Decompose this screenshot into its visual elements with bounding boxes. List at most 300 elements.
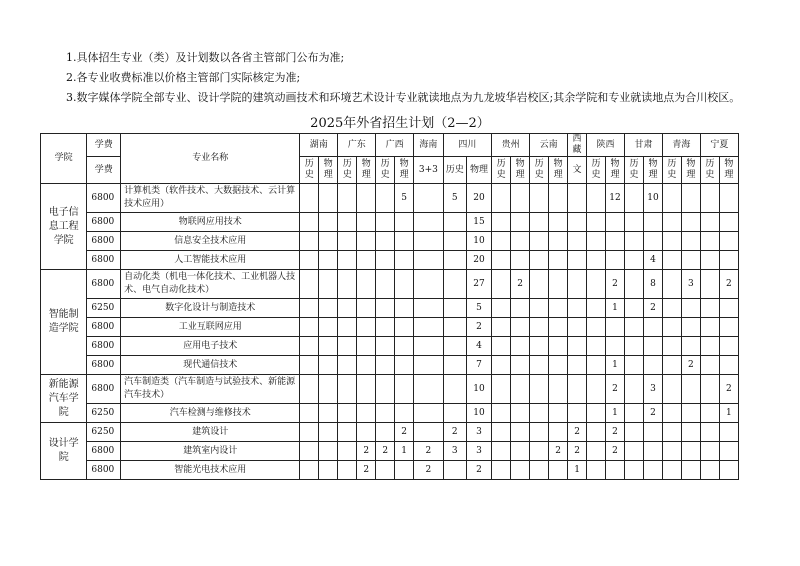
plan-count-cell xyxy=(357,251,376,270)
plan-count-cell xyxy=(719,184,738,213)
plan-count-cell xyxy=(681,318,700,337)
subject-header: 物 理 xyxy=(357,157,376,184)
plan-count-cell xyxy=(719,299,738,318)
plan-count-cell: 15 xyxy=(466,213,491,232)
plan-count-cell: 1 xyxy=(606,404,625,423)
plan-count-cell xyxy=(530,461,549,480)
plan-count-cell xyxy=(511,375,530,404)
province-header: 甘肃 xyxy=(625,134,663,157)
plan-count-cell xyxy=(530,356,549,375)
subject-header: 历史 xyxy=(443,157,466,184)
province-header: 海南 xyxy=(414,134,444,157)
plan-count-cell xyxy=(625,213,644,232)
plan-count-cell xyxy=(700,213,719,232)
plan-count-cell xyxy=(511,442,530,461)
plan-count-cell xyxy=(414,356,444,375)
major-cell: 工业互联网应用 xyxy=(121,318,300,337)
plan-count-cell: 7 xyxy=(466,356,491,375)
plan-count-cell: 2 xyxy=(414,442,444,461)
subject-header: 历 史 xyxy=(492,157,511,184)
plan-count-cell xyxy=(443,318,466,337)
plan-count-cell: 2 xyxy=(568,423,587,442)
plan-count-cell xyxy=(587,232,606,251)
plan-count-cell xyxy=(338,270,357,299)
major-cell: 计算机类（软件技术、大数据技术、云计算技术应用） xyxy=(121,184,300,213)
plan-count-cell xyxy=(662,299,681,318)
plan-count-cell xyxy=(549,251,568,270)
plan-count-cell xyxy=(511,251,530,270)
plan-count-cell xyxy=(300,270,319,299)
plan-count-cell xyxy=(511,318,530,337)
college-cell: 设计学 院 xyxy=(41,423,87,480)
subject-header: 历 史 xyxy=(700,157,719,184)
fee-cell: 6800 xyxy=(87,213,121,232)
table-row xyxy=(41,442,758,461)
major-cell: 汽车检测与维修技术 xyxy=(121,404,300,423)
plan-count-cell xyxy=(625,442,644,461)
province-header: 广东 xyxy=(338,134,376,157)
plan-count-cell xyxy=(492,232,511,251)
plan-count-cell xyxy=(643,442,662,461)
plan-count-cell xyxy=(395,337,414,356)
plan-count-cell xyxy=(300,232,319,251)
plan-count-cell xyxy=(319,404,338,423)
plan-count-cell: 2 xyxy=(606,423,625,442)
enrollment-plan-table xyxy=(40,133,758,480)
plan-count-cell xyxy=(492,356,511,375)
plan-count-cell xyxy=(719,423,738,442)
plan-count-cell: 3 xyxy=(643,375,662,404)
college-cell: 智能制 造学院 xyxy=(41,270,87,375)
table-row xyxy=(41,270,758,299)
table-row xyxy=(41,213,758,232)
plan-count-cell xyxy=(319,461,338,480)
plan-count-cell xyxy=(376,251,395,270)
plan-count-cell xyxy=(511,404,530,423)
plan-count-cell xyxy=(700,232,719,251)
subject-header: 物 理 xyxy=(511,157,530,184)
plan-count-cell xyxy=(443,337,466,356)
plan-count-cell xyxy=(338,251,357,270)
plan-count-cell xyxy=(625,251,644,270)
plan-count-cell xyxy=(319,251,338,270)
plan-count-cell xyxy=(414,270,444,299)
plan-count-cell xyxy=(625,337,644,356)
plan-count-cell xyxy=(530,251,549,270)
plan-count-cell xyxy=(319,318,338,337)
major-cell: 建筑室内设计 xyxy=(121,442,300,461)
plan-count-cell xyxy=(681,404,700,423)
plan-count-cell xyxy=(492,375,511,404)
plan-count-cell xyxy=(549,404,568,423)
fee-cell: 6800 xyxy=(87,318,121,337)
plan-count-cell xyxy=(643,213,662,232)
plan-count-cell xyxy=(338,232,357,251)
plan-count-cell xyxy=(643,356,662,375)
plan-count-cell xyxy=(549,299,568,318)
plan-count-cell xyxy=(681,442,700,461)
plan-count-cell: 4 xyxy=(466,337,491,356)
major-header: 专业名称 xyxy=(121,134,300,184)
plan-count-cell xyxy=(443,270,466,299)
plan-count-cell: 1 xyxy=(568,461,587,480)
plan-count-cell xyxy=(300,213,319,232)
plan-count-cell xyxy=(492,461,511,480)
plan-count-cell xyxy=(376,213,395,232)
plan-count-cell xyxy=(511,423,530,442)
table-row xyxy=(41,251,758,270)
plan-count-cell xyxy=(300,251,319,270)
plan-count-cell xyxy=(492,442,511,461)
plan-count-cell xyxy=(443,356,466,375)
plan-count-cell xyxy=(587,318,606,337)
table-row xyxy=(41,404,758,423)
plan-count-cell xyxy=(643,337,662,356)
plan-count-cell xyxy=(549,184,568,213)
fee-cell: 6800 xyxy=(87,184,121,213)
plan-count-cell xyxy=(625,270,644,299)
subject-header: 物 理 xyxy=(549,157,568,184)
plan-count-cell: 2 xyxy=(719,375,738,404)
subject-header: 历 史 xyxy=(530,157,549,184)
plan-count-cell xyxy=(395,270,414,299)
plan-count-cell xyxy=(530,213,549,232)
plan-count-cell xyxy=(719,251,738,270)
plan-count-cell: 2 xyxy=(395,423,414,442)
plan-count-cell xyxy=(414,213,444,232)
plan-count-cell xyxy=(414,337,444,356)
plan-count-cell xyxy=(530,318,549,337)
plan-count-cell xyxy=(492,337,511,356)
plan-count-cell xyxy=(643,461,662,480)
plan-count-cell: 2 xyxy=(643,404,662,423)
fee-cell: 6800 xyxy=(87,270,121,299)
plan-count-cell xyxy=(511,299,530,318)
subject-header: 物 理 xyxy=(395,157,414,184)
plan-count-cell: 5 xyxy=(466,299,491,318)
plan-count-cell xyxy=(338,356,357,375)
subject-header: 物理 xyxy=(466,157,491,184)
plan-count-cell xyxy=(568,184,587,213)
plan-count-cell: 2 xyxy=(376,442,395,461)
plan-count-cell xyxy=(338,461,357,480)
plan-count-cell xyxy=(376,423,395,442)
plan-count-cell xyxy=(414,232,444,251)
table-header xyxy=(41,134,758,184)
plan-count-cell xyxy=(662,213,681,232)
fee-cell: 6800 xyxy=(87,356,121,375)
plan-count-cell xyxy=(587,404,606,423)
plan-count-cell xyxy=(606,318,625,337)
plan-count-cell xyxy=(338,375,357,404)
plan-count-cell xyxy=(662,232,681,251)
plan-count-cell xyxy=(719,356,738,375)
plan-count-cell xyxy=(414,184,444,213)
major-cell: 现代通信技术 xyxy=(121,356,300,375)
plan-count-cell xyxy=(530,442,549,461)
plan-count-cell xyxy=(319,442,338,461)
plan-count-cell xyxy=(492,213,511,232)
plan-count-cell xyxy=(414,423,444,442)
plan-count-cell xyxy=(357,318,376,337)
plan-count-cell xyxy=(357,213,376,232)
plan-count-cell: 3 xyxy=(466,423,491,442)
plan-count-cell xyxy=(700,442,719,461)
plan-count-cell: 1 xyxy=(606,356,625,375)
plan-count-cell xyxy=(700,184,719,213)
subject-header: 物 理 xyxy=(319,157,338,184)
plan-count-cell: 4 xyxy=(643,251,662,270)
plan-count-cell xyxy=(719,337,738,356)
plan-count-cell: 20 xyxy=(466,184,491,213)
plan-count-cell xyxy=(625,375,644,404)
plan-count-cell xyxy=(549,375,568,404)
plan-count-cell: 10 xyxy=(466,404,491,423)
fee-cell: 6800 xyxy=(87,251,121,270)
subject-header: 历 史 xyxy=(376,157,395,184)
plan-count-cell: 2 xyxy=(414,461,444,480)
major-cell: 汽车制造类（汽车制造与试验技术、新能源汽车技术） xyxy=(121,375,300,404)
plan-count-cell xyxy=(606,251,625,270)
plan-count-cell xyxy=(319,423,338,442)
plan-count-cell: 5 xyxy=(443,184,466,213)
plan-count-cell xyxy=(530,299,549,318)
province-header: 湖南 xyxy=(300,134,338,157)
plan-count-cell xyxy=(625,356,644,375)
subject-header: 物 理 xyxy=(719,157,738,184)
fee-cell: 6800 xyxy=(87,337,121,356)
subject-header: 历 史 xyxy=(338,157,357,184)
plan-count-cell xyxy=(300,375,319,404)
plan-count-cell xyxy=(443,404,466,423)
plan-count-cell: 20 xyxy=(466,251,491,270)
plan-count-cell xyxy=(376,184,395,213)
plan-count-cell xyxy=(414,375,444,404)
plan-count-cell: 10 xyxy=(643,184,662,213)
fee-cell: 6800 xyxy=(87,461,121,480)
plan-count-cell xyxy=(338,299,357,318)
plan-count-cell xyxy=(625,318,644,337)
plan-count-cell xyxy=(606,461,625,480)
plan-count-cell xyxy=(395,318,414,337)
plan-count-cell xyxy=(357,404,376,423)
table-body xyxy=(41,184,758,480)
plan-count-cell xyxy=(681,251,700,270)
subject-header: 物 理 xyxy=(606,157,625,184)
major-cell: 人工智能技术应用 xyxy=(121,251,300,270)
plan-count-cell xyxy=(662,375,681,404)
plan-count-cell xyxy=(549,356,568,375)
plan-count-cell xyxy=(443,375,466,404)
note-3: 3.数字媒体学院全部专业、设计学院的建筑动画技术和环境艺术设计专业就读地点为九龙坡华岩校区;其余学院和专业就读地点为合川校区。 xyxy=(66,91,741,104)
plan-count-cell xyxy=(568,251,587,270)
plan-count-cell: 2 xyxy=(466,318,491,337)
plan-count-cell: 1 xyxy=(606,299,625,318)
plan-count-cell xyxy=(587,337,606,356)
plan-count-cell xyxy=(662,270,681,299)
plan-count-cell xyxy=(414,299,444,318)
plan-count-cell xyxy=(568,356,587,375)
plan-count-cell xyxy=(492,404,511,423)
subject-header: 历 史 xyxy=(300,157,319,184)
plan-count-cell xyxy=(700,356,719,375)
plan-count-cell xyxy=(587,270,606,299)
plan-count-cell: 2 xyxy=(549,442,568,461)
major-cell: 自动化类（机电一体化技术、工业机器人技术、电气自动化技术） xyxy=(121,270,300,299)
plan-count-cell xyxy=(719,232,738,251)
plan-count-cell: 27 xyxy=(466,270,491,299)
plan-count-cell: 2 xyxy=(511,270,530,299)
plan-count-cell xyxy=(549,461,568,480)
plan-count-cell xyxy=(587,213,606,232)
plan-count-cell xyxy=(492,318,511,337)
major-cell: 信息安全技术应用 xyxy=(121,232,300,251)
plan-count-cell xyxy=(319,232,338,251)
plan-count-cell xyxy=(376,337,395,356)
plan-count-cell xyxy=(300,318,319,337)
plan-count-cell xyxy=(700,251,719,270)
plan-count-cell xyxy=(319,299,338,318)
plan-count-cell xyxy=(338,318,357,337)
plan-count-cell xyxy=(300,442,319,461)
plan-count-cell xyxy=(357,184,376,213)
table-row xyxy=(41,318,758,337)
plan-count-cell xyxy=(395,404,414,423)
plan-count-cell xyxy=(300,423,319,442)
table-row xyxy=(41,375,758,404)
plan-count-cell xyxy=(700,318,719,337)
table-row xyxy=(41,184,758,213)
plan-count-cell: 5 xyxy=(395,184,414,213)
table-title: 2025年外省招生计划（2—2） xyxy=(310,116,490,131)
plan-count-cell xyxy=(700,337,719,356)
plan-count-cell xyxy=(681,299,700,318)
plan-count-cell xyxy=(568,318,587,337)
subject-header: 历 史 xyxy=(587,157,606,184)
subject-header: 历 史 xyxy=(662,157,681,184)
plan-count-cell xyxy=(357,375,376,404)
plan-count-cell xyxy=(530,184,549,213)
plan-count-cell xyxy=(338,337,357,356)
fee-cell: 6800 xyxy=(87,232,121,251)
province-header: 贵州 xyxy=(492,134,530,157)
plan-count-cell xyxy=(530,232,549,251)
plan-count-cell xyxy=(700,270,719,299)
fee-cell: 6800 xyxy=(87,375,121,404)
plan-count-cell xyxy=(414,318,444,337)
plan-count-cell xyxy=(414,251,444,270)
plan-count-cell: 8 xyxy=(643,270,662,299)
plan-count-cell xyxy=(587,184,606,213)
plan-count-cell xyxy=(662,404,681,423)
province-header: 陕西 xyxy=(587,134,625,157)
plan-count-cell: 3 xyxy=(681,270,700,299)
plan-count-cell xyxy=(681,375,700,404)
plan-count-cell xyxy=(587,461,606,480)
plan-count-cell xyxy=(530,423,549,442)
plan-count-cell xyxy=(395,356,414,375)
plan-count-cell xyxy=(568,213,587,232)
plan-count-cell xyxy=(549,232,568,251)
plan-count-cell xyxy=(568,270,587,299)
plan-count-cell xyxy=(625,184,644,213)
plan-count-cell xyxy=(568,232,587,251)
plan-count-cell xyxy=(549,270,568,299)
fee-cell: 6250 xyxy=(87,299,121,318)
plan-count-cell xyxy=(357,337,376,356)
plan-count-cell xyxy=(300,404,319,423)
plan-count-cell xyxy=(530,270,549,299)
fee-header-bottom: 学费 xyxy=(87,157,121,184)
plan-count-cell xyxy=(681,337,700,356)
plan-count-cell xyxy=(395,461,414,480)
plan-count-cell xyxy=(443,232,466,251)
table-row xyxy=(41,461,758,480)
plan-count-cell: 2 xyxy=(357,442,376,461)
subject-header: 文 xyxy=(568,157,587,184)
plan-count-cell xyxy=(643,232,662,251)
plan-count-cell xyxy=(376,232,395,251)
plan-count-cell xyxy=(681,232,700,251)
plan-count-cell xyxy=(414,404,444,423)
plan-count-cell xyxy=(625,423,644,442)
fee-cell: 6800 xyxy=(87,442,121,461)
plan-count-cell: 2 xyxy=(681,356,700,375)
plan-count-cell xyxy=(492,184,511,213)
note-2: 2.各专业收费标准以价格主管部门实际核定为准; xyxy=(66,71,301,84)
plan-count-cell: 1 xyxy=(719,404,738,423)
plan-count-cell xyxy=(511,356,530,375)
province-header: 云南 xyxy=(530,134,568,157)
plan-count-cell: 10 xyxy=(466,232,491,251)
plan-count-cell xyxy=(568,375,587,404)
table-row xyxy=(41,299,758,318)
plan-count-cell xyxy=(587,423,606,442)
plan-count-cell xyxy=(300,184,319,213)
plan-count-cell xyxy=(357,356,376,375)
college-header: 学院 xyxy=(41,134,87,184)
plan-count-cell xyxy=(530,375,549,404)
plan-count-cell: 1 xyxy=(395,442,414,461)
plan-count-cell: 3 xyxy=(443,442,466,461)
plan-count-cell xyxy=(357,270,376,299)
plan-count-cell xyxy=(492,270,511,299)
plan-count-cell xyxy=(395,213,414,232)
plan-count-cell xyxy=(681,423,700,442)
plan-count-cell xyxy=(376,461,395,480)
fee-cell: 6250 xyxy=(87,404,121,423)
plan-count-cell: 2 xyxy=(466,461,491,480)
table-row xyxy=(41,232,758,251)
plan-count-cell xyxy=(587,299,606,318)
plan-count-cell xyxy=(719,213,738,232)
plan-count-cell xyxy=(662,318,681,337)
major-cell: 应用电子技术 xyxy=(121,337,300,356)
plan-count-cell xyxy=(643,318,662,337)
plan-count-cell xyxy=(492,251,511,270)
plan-count-cell xyxy=(662,337,681,356)
plan-count-cell xyxy=(376,299,395,318)
plan-count-cell: 2 xyxy=(606,270,625,299)
plan-count-cell xyxy=(395,232,414,251)
plan-count-cell xyxy=(338,423,357,442)
subject-header: 3+3 xyxy=(414,157,444,184)
province-header: 宁夏 xyxy=(700,134,738,157)
plan-count-cell xyxy=(395,251,414,270)
plan-count-cell xyxy=(395,375,414,404)
plan-count-cell xyxy=(662,461,681,480)
plan-count-cell xyxy=(357,423,376,442)
